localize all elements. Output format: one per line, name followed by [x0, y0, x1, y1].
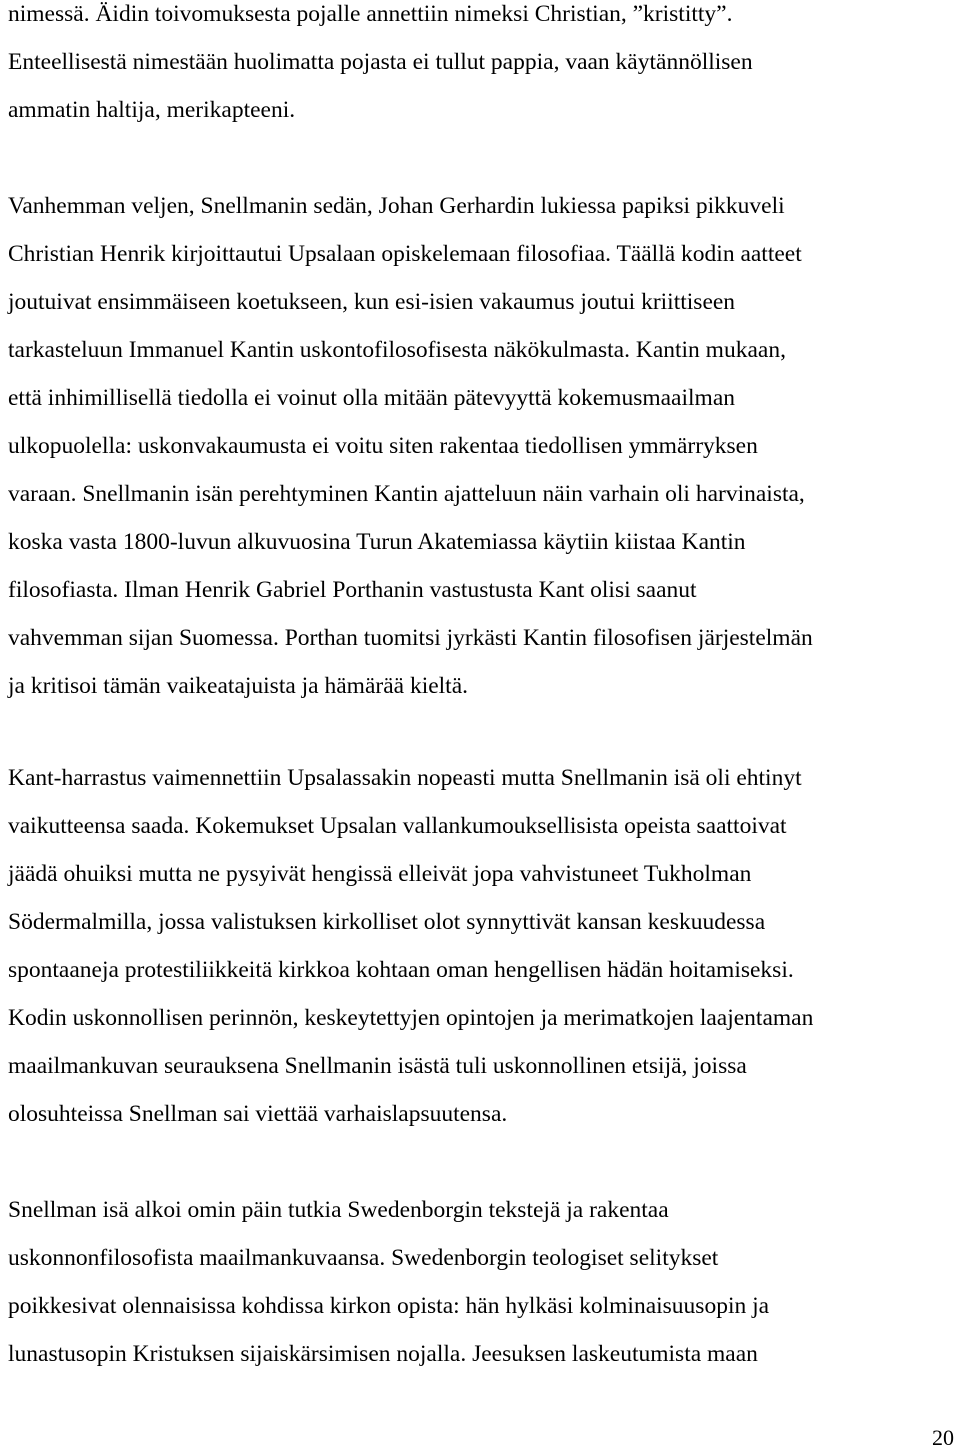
- text-line: uskonnonfilosofista maailmankuvaansa. Swedenborgin teologiset selitykset: [8, 1245, 719, 1271]
- paragraph-2: [8, 182, 960, 710]
- text-line: tarkasteluun Immanuel Kantin uskontofilosofisesta näkökulmasta. Kantin mukaan,: [8, 337, 786, 363]
- text-line: koska vasta 1800-luvun alkuvuosina Turun Akatemiassa käytiin kiistaa Kantin: [8, 529, 746, 555]
- text-line: varaan. Snellmanin isän perehtyminen Kantin ajatteluun näin varhain oli harvinaista,: [8, 481, 805, 507]
- text-line: Södermalmilla, jossa valistuksen kirkolliset olot synnyttivät kansan keskuudessa: [8, 909, 766, 935]
- text-line: Kodin uskonnollisen perinnön, keskeytettyjen opintojen ja merimatkojen laajentaman: [8, 1005, 814, 1031]
- page-number: 20: [932, 1425, 954, 1450]
- text-line: filosofiasta. Ilman Henrik Gabriel Porthanin vastustusta Kant olisi saanut: [8, 577, 697, 603]
- text-line: että inhimillisellä tiedolla ei voinut olla mitään pätevyyttä kokemusmaailman: [8, 385, 736, 411]
- text-line: vaikutteensa saada. Kokemukset Upsalan vallankumouksellisista opeista saattoivat: [8, 813, 787, 839]
- text-line: Snellman isä alkoi omin päin tutkia Swedenborgin tekstejä ja rakentaa: [8, 1197, 669, 1223]
- text-line: Enteellisestä nimestään huolimatta pojasta ei tullut pappia, vaan käytännöllisen: [8, 49, 753, 75]
- paragraph-4: [8, 1186, 960, 1378]
- text-line: nimessä. Äidin toivomuksesta pojalle annettiin nimeksi Christian, ”kristitty”.: [8, 1, 733, 27]
- text-line: Vanhemman veljen, Snellmanin sedän, Johan Gerhardin lukiessa papiksi pikkuveli: [8, 193, 785, 219]
- paragraph-3: [8, 754, 960, 1138]
- text-line: olosuhteissa Snellman sai viettää varhaislapsuutensa.: [8, 1101, 508, 1127]
- text-line: ja kritisoi tämän vaikeatajuista ja hämärää kieltä.: [8, 673, 469, 699]
- text-line: ulkopuolella: uskonvakaumusta ei voitu siten rakentaa tiedollisen ymmärryksen: [8, 433, 758, 459]
- text-line: vahvemman sijan Suomessa. Porthan tuomitsi jyrkästi Kantin filosofisen järjestelmän: [8, 625, 813, 651]
- paragraph-1: [8, 0, 960, 134]
- text-line: lunastusopin Kristuksen sijaiskärsimisen nojalla. Jeesuksen laskeutumista maan: [8, 1341, 758, 1367]
- text-line: Christian Henrik kirjoittautui Upsalaan opiskelemaan filosofiaa. Täällä kodin aatteet: [8, 241, 802, 267]
- text-line: maailmankuvan seurauksena Snellmanin isästä tuli uskonnollinen etsijä, joissa: [8, 1053, 747, 1079]
- text-line: Kant-harrastus vaimennettiin Upsalassakin nopeasti mutta Snellmanin isä oli ehtinyt: [8, 765, 802, 791]
- text-line: spontaaneja protestiliikkeitä kirkkoa kohtaan oman hengellisen hädän hoitamiseksi.: [8, 957, 794, 983]
- text-line: jäädä ohuiksi mutta ne pysyivät hengissä elleivät jopa vahvistuneet Tukholman: [8, 861, 752, 887]
- text-line: joutuivat ensimmäiseen koetukseen, kun esi-isien vakaumus joutui kriittiseen: [8, 289, 736, 315]
- text-line: poikkesivat olennaisissa kohdissa kirkon opista: hän hylkäsi kolminaisuusopin ja: [8, 1293, 770, 1319]
- text-line: ammatin haltija, merikapteeni.: [8, 97, 296, 123]
